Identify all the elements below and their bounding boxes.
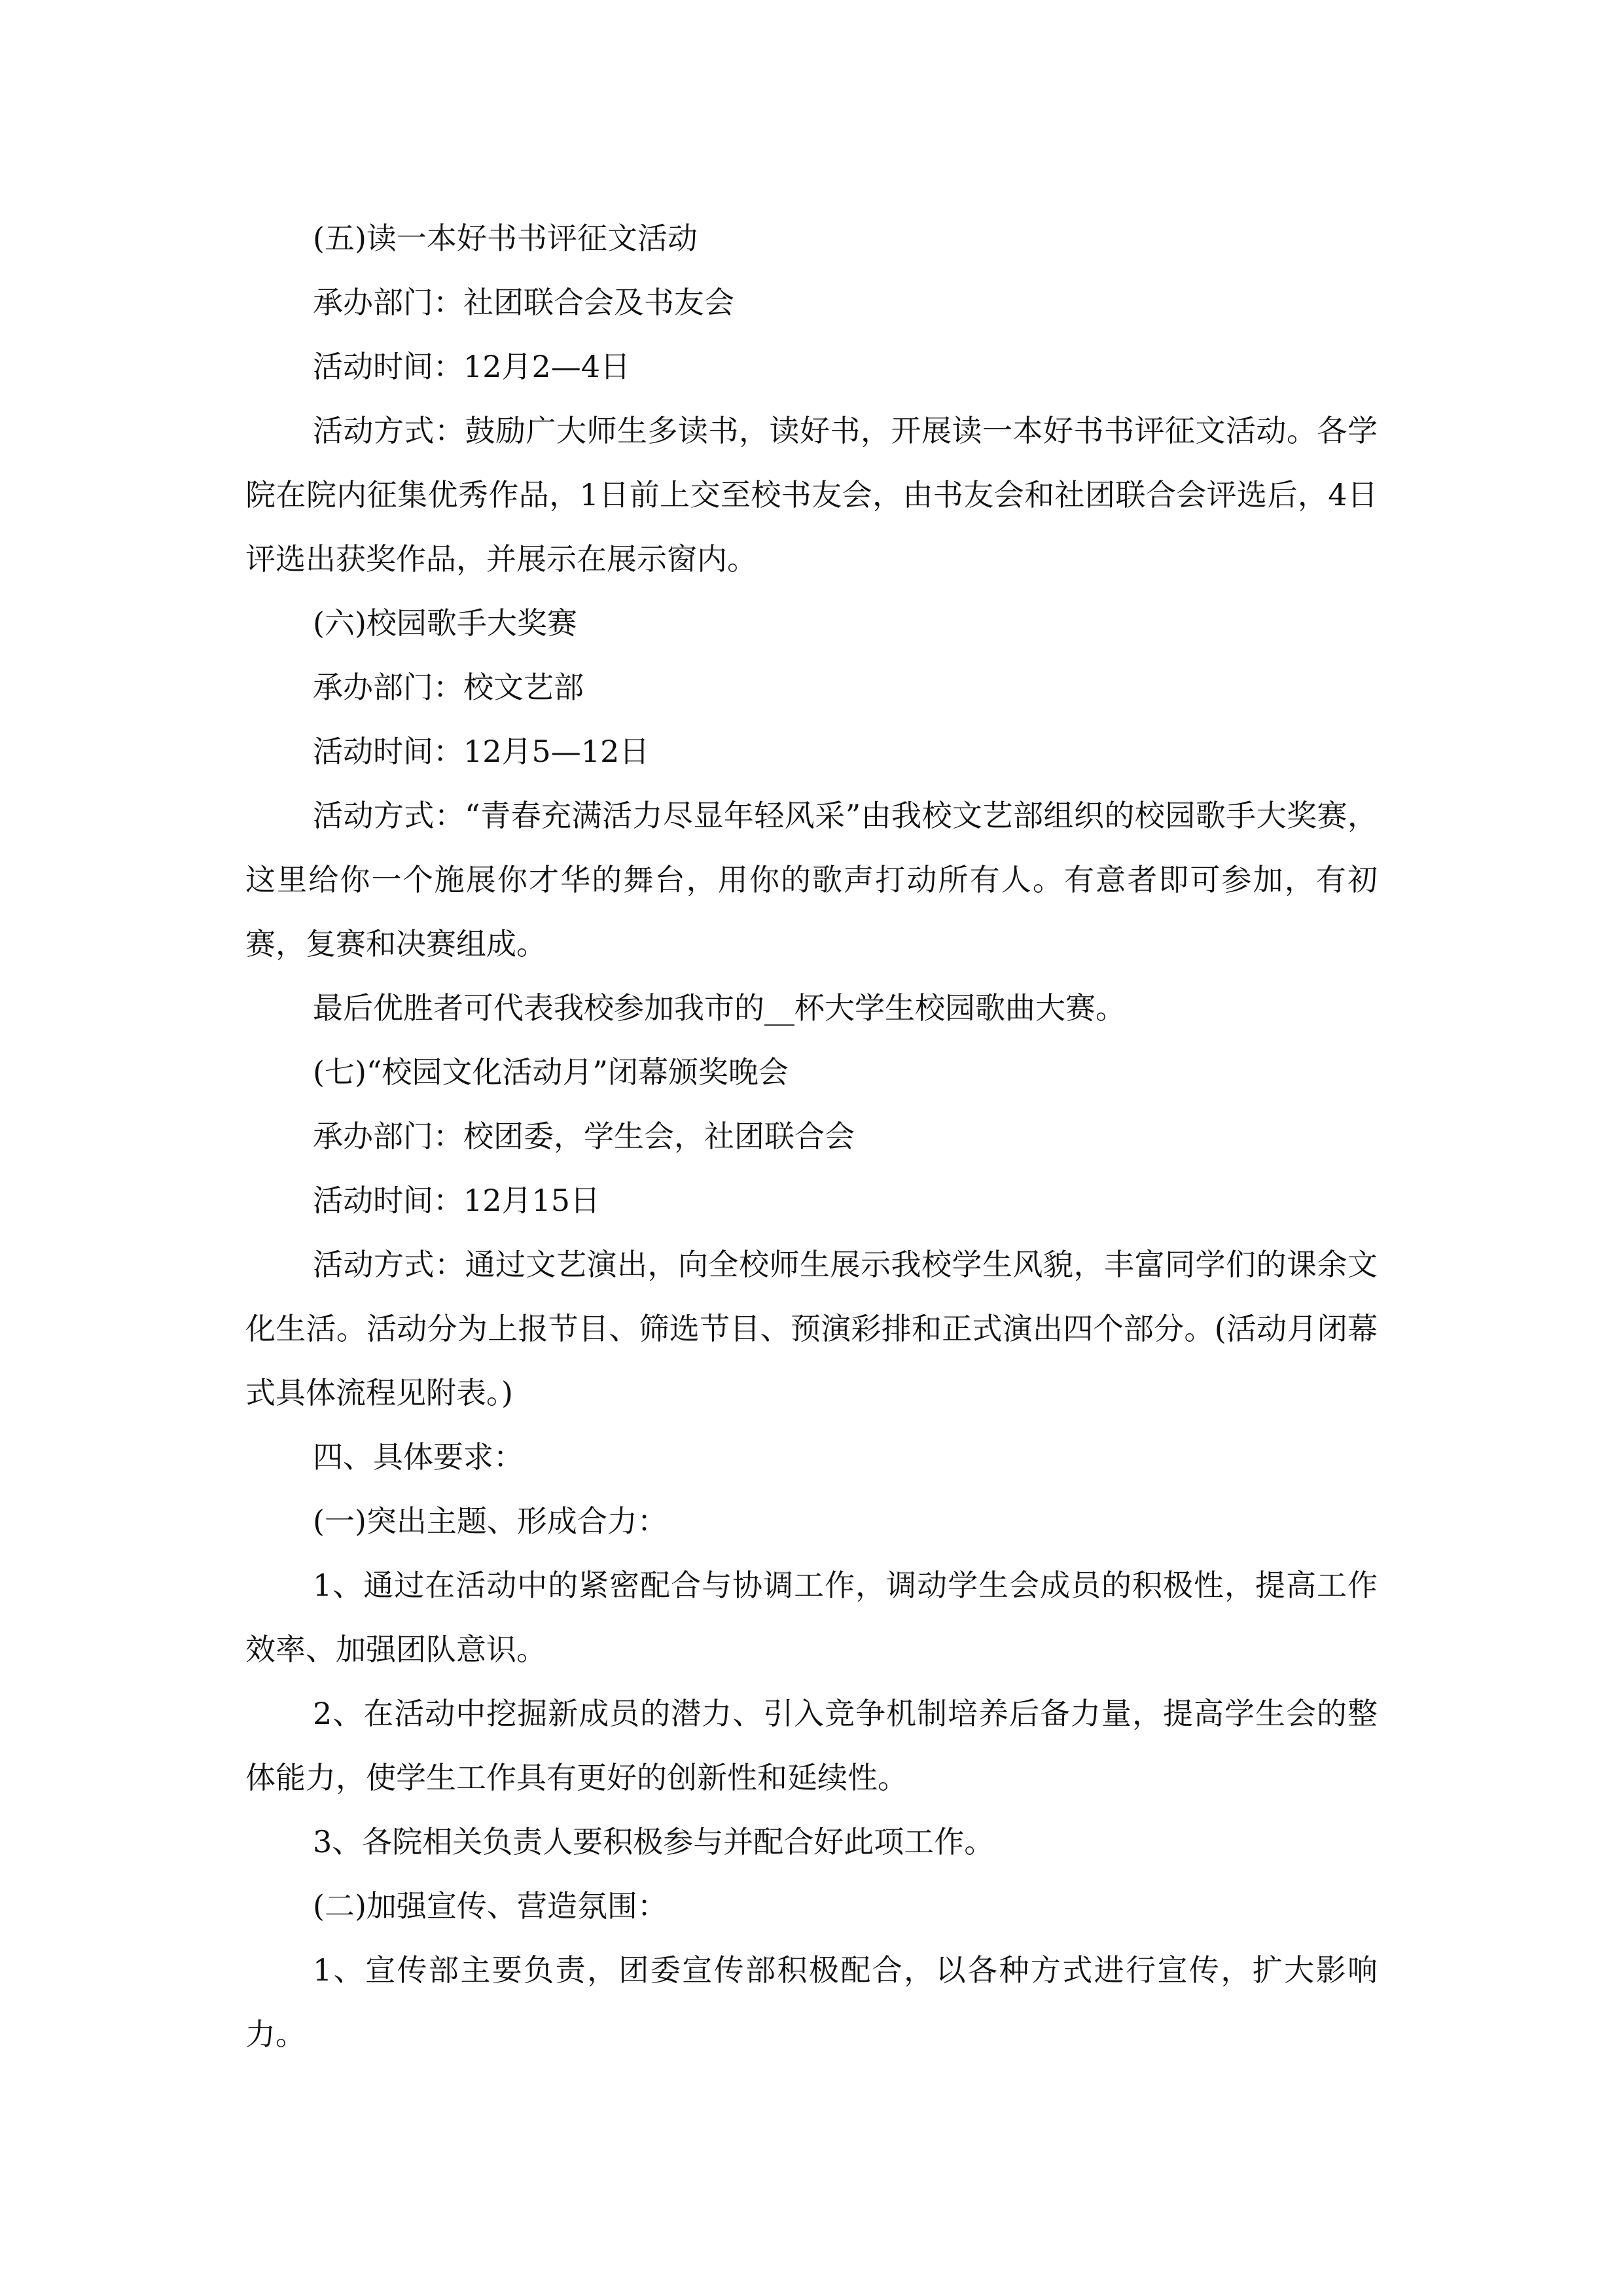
section-heading-6: (六)校园歌手大奖赛	[313, 605, 577, 641]
organizer-line: 承办部门：校团委，学生会，社团联合会	[313, 1119, 855, 1154]
method-paragraph: 活动方式：“青春充满活力尽显年轻风采”由我校文艺部组织的校园歌手大奖赛，这里给你一个施展你才华的舞台，用你的歌声打动所有人。有意者即可参加，有初赛，复赛和决赛组成。	[245, 798, 1378, 961]
section-heading-7: (七)“校园文化活动月”闭幕颁奖晚会	[313, 1054, 789, 1090]
organizer-line: 承办部门：校文艺部	[313, 670, 584, 705]
time-line: 活动时间：12月5—12日	[313, 734, 650, 769]
list-item: 3、各院相关负责人要积极参与并配合好此项工作。	[313, 1824, 995, 1859]
time-line: 活动时间：12月2—4日	[313, 349, 631, 384]
chapter-heading: 四、具体要求：	[313, 1439, 524, 1475]
document-page	[245, 206, 1378, 2066]
time-line: 活动时间：12月15日	[313, 1183, 601, 1218]
list-item: 1、通过在活动中的紧密配合与协调工作，调动学生会成员的积极性，提高工作效率、加强团队意识。	[245, 1568, 1378, 1667]
method-paragraph: 活动方式：鼓励广大师生多读书，读好书，开展读一本好书书评征文活动。各学院在院内征集优秀作品，1日前上交至校书友会，由书友会和社团联合会评选后，4日评选出获奖作品，并展示在展示窗内。	[245, 413, 1378, 577]
list-item: 2、在活动中挖掘新成员的潜力、引入竞争机制培养后备力量，提高学生会的整体能力，使学生工作具有更好的创新性和延续性。	[245, 1696, 1378, 1795]
section-heading-5: (五)读一本好书书评征文活动	[313, 221, 698, 256]
list-item: 1、宣传部主要负责，团委宣传部积极配合，以各种方式进行宣传，扩大影响力。	[245, 1952, 1378, 2052]
method-paragraph: 活动方式：通过文艺演出，向全校师生展示我校学生风貌，丰富同学们的课余文化生活。活动分为上报节目、筛选节目、预演彩排和正式演出四个部分。(活动月闭幕式具体流程见附表。)	[245, 1247, 1378, 1410]
organizer-line: 承办部门：社团联合会及书友会	[313, 285, 734, 320]
subsection-heading: (二)加强宣传、营造氛围：	[313, 1888, 668, 1924]
body-paragraph: 最后优胜者可代表我校参加我市的__杯大学生校园歌曲大赛。	[313, 990, 1126, 1026]
subsection-heading: (一)突出主题、形成合力：	[313, 1503, 668, 1539]
